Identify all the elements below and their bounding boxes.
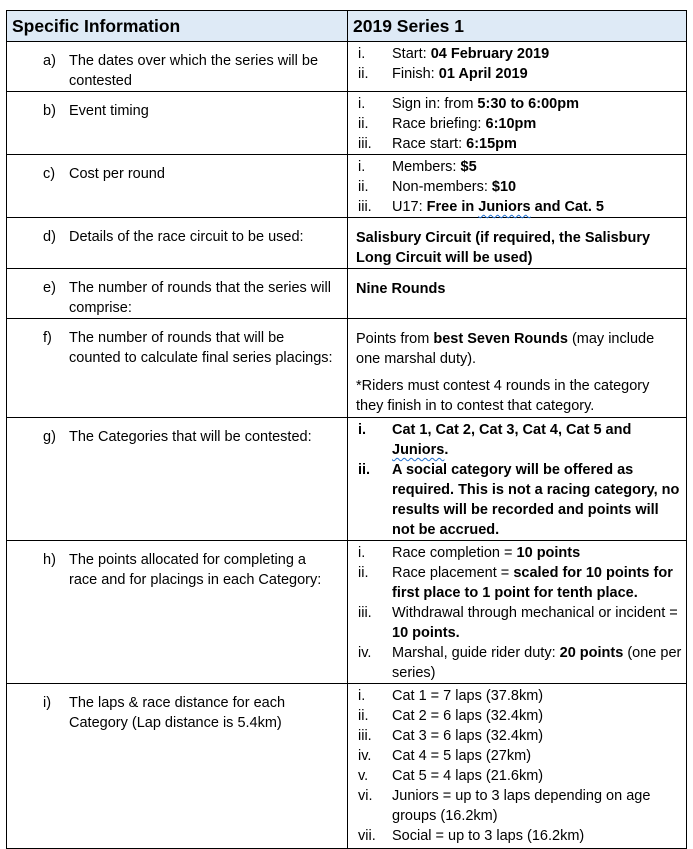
- text-segment: $5: [460, 159, 477, 175]
- row-letter: e): [43, 280, 56, 296]
- text-segment: *Riders must contest 4 rounds in the category they finish in to contest that category.: [356, 378, 650, 414]
- table-row-event-timing: [7, 92, 687, 155]
- list-item: [356, 157, 682, 177]
- table-row-categories: [7, 418, 687, 541]
- row-letter: c): [43, 166, 56, 182]
- item-text: [392, 563, 682, 603]
- answer-paragraph: [356, 376, 680, 416]
- item-number: i.: [358, 46, 366, 62]
- text-segment: $10: [491, 179, 517, 195]
- item-number: i.: [358, 688, 366, 704]
- item-number: i.: [358, 545, 366, 561]
- row-letter: g): [43, 429, 56, 445]
- spellcheck-word: Juniors: [392, 442, 445, 458]
- item-number: iii.: [358, 136, 372, 152]
- list-item: [356, 686, 682, 706]
- list-item: [356, 563, 682, 603]
- item-number: ii.: [358, 565, 369, 581]
- answer-cell: [348, 42, 687, 92]
- item-number: v.: [358, 768, 369, 784]
- question-text: The dates over which the series will be contested: [69, 53, 319, 89]
- text-segment: Cat 3 = 6 laps (32.4km): [392, 728, 544, 744]
- text-segment: 10 points: [516, 545, 581, 561]
- table-body: [7, 42, 687, 849]
- table-row-cost-per-round: [7, 155, 687, 218]
- text-segment: 5:30 to 6:00pm: [477, 96, 579, 112]
- answer-cell: [348, 684, 687, 849]
- item-text: [392, 420, 682, 460]
- table-row-laps-distance: [7, 684, 687, 849]
- item-text: [392, 64, 682, 84]
- item-text: [392, 114, 682, 134]
- text-segment: 01 April 2019: [438, 66, 528, 82]
- table-row-race-circuit: [7, 218, 687, 269]
- item-text: [392, 157, 682, 177]
- row-letter: d): [43, 229, 56, 245]
- question-cell: [7, 541, 348, 684]
- table-row-number-of-rounds: [7, 269, 687, 319]
- text-segment: A social category will be offered as required. This is not a racing category, no results will be recorded and points will not be accrued.: [392, 462, 680, 538]
- answer-paragraph: [356, 279, 680, 299]
- list-item: [356, 114, 682, 134]
- item-number: iii.: [358, 199, 372, 215]
- text-segment: best Seven Rounds: [433, 331, 568, 347]
- text-segment: Cat 5 = 4 laps (21.6km): [392, 768, 544, 784]
- question-cell: [7, 418, 348, 541]
- item-number: ii.: [358, 708, 369, 724]
- question-cell: [7, 684, 348, 849]
- text-segment: Social = up to 3 laps (16.2km): [392, 828, 585, 844]
- item-number: iv.: [358, 645, 372, 661]
- row-letter: a): [43, 53, 56, 69]
- item-text: [392, 706, 682, 726]
- text-segment: Cat 1 = 7 laps (37.8km): [392, 688, 544, 704]
- item-text: [392, 786, 682, 826]
- item-text: [392, 94, 682, 114]
- item-number: iii.: [358, 728, 372, 744]
- row-letter: h): [43, 552, 56, 568]
- table-header-row: [7, 11, 687, 42]
- item-number: ii.: [358, 116, 369, 132]
- text-segment: Members:: [392, 159, 461, 175]
- text-segment: Start:: [392, 46, 431, 62]
- question-cell: [7, 269, 348, 319]
- question-cell: [7, 42, 348, 92]
- text-segment: Finish:: [392, 66, 439, 82]
- answer-cell: [348, 155, 687, 218]
- item-text: [392, 686, 682, 706]
- question-text: Details of the race circuit to be used:: [69, 229, 304, 245]
- text-segment: (one per series): [392, 645, 682, 681]
- list-item: [356, 460, 682, 540]
- table-row-series-dates: [7, 42, 687, 92]
- answer-cell: [348, 92, 687, 155]
- item-text: [392, 134, 682, 154]
- text-segment: and Cat. 5: [530, 199, 604, 215]
- item-number: vi.: [358, 788, 373, 804]
- list-item: [356, 746, 682, 766]
- answer-cell: [348, 418, 687, 541]
- text-segment: Cat 4 = 5 laps (27km): [392, 748, 532, 764]
- text-segment: Race briefing:: [392, 116, 486, 132]
- item-text: [392, 766, 682, 786]
- text-segment: Nine Rounds: [356, 281, 446, 297]
- answer-cell: [348, 319, 687, 418]
- text-segment: Race completion =: [392, 545, 517, 561]
- text-segment: Non-members:: [392, 179, 492, 195]
- item-text: [392, 177, 682, 197]
- item-number: i.: [358, 159, 366, 175]
- text-segment: 10 points.: [392, 625, 460, 641]
- question-text: The number of rounds that the series will comprise:: [69, 280, 331, 316]
- item-number: iii.: [358, 605, 372, 621]
- text-segment: Cat 2 = 6 laps (32.4km): [392, 708, 544, 724]
- question-text: Cost per round: [69, 166, 165, 182]
- text-segment: (may include one marshal duty).: [356, 331, 655, 367]
- question-text: Event timing: [69, 103, 149, 119]
- list-item: [356, 543, 682, 563]
- item-number: i.: [358, 422, 367, 438]
- item-number: i.: [358, 96, 366, 112]
- text-segment: scaled for 10 points for first place to 1 point for tenth place.: [392, 565, 673, 601]
- item-text: [392, 726, 682, 746]
- item-text: [392, 543, 682, 563]
- list-item: [356, 64, 682, 84]
- question-text: The points allocated for completing a race and for placings in each Category:: [69, 552, 322, 588]
- text-segment: .: [444, 442, 449, 458]
- question-text: The Categories that will be contested:: [69, 429, 312, 445]
- text-segment: 6:10pm: [485, 116, 537, 132]
- list-item: [356, 643, 682, 683]
- list-item: [356, 177, 682, 197]
- table-row-counted-rounds: [7, 319, 687, 418]
- answer-paragraph: [356, 329, 680, 369]
- item-text: [392, 44, 682, 64]
- list-item: [356, 134, 682, 154]
- item-text: [392, 460, 682, 540]
- question-cell: [7, 155, 348, 218]
- list-item: [356, 826, 682, 846]
- question-cell: [7, 319, 348, 418]
- list-item: [356, 44, 682, 64]
- question-cell: [7, 218, 348, 269]
- list-item: [356, 197, 682, 217]
- question-text: The number of rounds that will be counted to calculate final series placings:: [69, 330, 333, 366]
- text-segment: Race placement =: [392, 565, 514, 581]
- item-number: vii.: [358, 828, 376, 844]
- text-segment: Free in: [426, 199, 479, 215]
- text-segment: 6:15pm: [466, 136, 517, 152]
- question-cell: [7, 92, 348, 155]
- table-row-points-allocation: [7, 541, 687, 684]
- text-segment: Points from: [356, 331, 434, 347]
- row-letter: i): [43, 695, 52, 711]
- list-item: [356, 726, 682, 746]
- series-info-table: [6, 10, 687, 849]
- spellcheck-word: Juniors: [478, 199, 531, 215]
- answer-cell: [348, 541, 687, 684]
- item-number: iv.: [358, 748, 372, 764]
- text-segment: 20 points: [559, 645, 624, 661]
- header-specific-information: Specific Information: [7, 11, 348, 42]
- header-series: 2019 Series 1: [348, 11, 687, 42]
- item-text: [392, 746, 682, 766]
- item-text: [392, 826, 682, 846]
- answer-cell: [348, 269, 687, 319]
- text-segment: Race start:: [392, 136, 467, 152]
- list-item: [356, 420, 682, 460]
- text-segment: Salisbury Circuit (if required, the Salisbury Long Circuit will be used): [356, 230, 651, 266]
- row-letter: f): [43, 330, 52, 346]
- text-segment: 04 February 2019: [430, 46, 550, 62]
- text-segment: Withdrawal through mechanical or incident =: [392, 605, 678, 621]
- list-item: [356, 706, 682, 726]
- text-segment: Marshal, guide rider duty:: [392, 645, 560, 661]
- row-letter: b): [43, 103, 56, 119]
- text-segment: Cat 1, Cat 2, Cat 3, Cat 4, Cat 5 and: [392, 422, 632, 438]
- item-number: ii.: [358, 179, 369, 195]
- list-item: [356, 603, 682, 643]
- item-text: [392, 197, 682, 217]
- item-text: [392, 603, 682, 643]
- answer-paragraph: [356, 228, 680, 268]
- list-item: [356, 766, 682, 786]
- item-text: [392, 643, 682, 683]
- item-number: ii.: [358, 462, 371, 478]
- list-item: [356, 786, 682, 826]
- text-segment: Juniors = up to 3 laps depending on age groups (16.2km): [392, 788, 651, 824]
- text-segment: U17:: [392, 199, 427, 215]
- question-text: The laps & race distance for each Category (Lap distance is 5.4km): [69, 695, 286, 731]
- item-number: ii.: [358, 66, 369, 82]
- text-segment: Sign in: from: [392, 96, 478, 112]
- list-item: [356, 94, 682, 114]
- answer-cell: [348, 218, 687, 269]
